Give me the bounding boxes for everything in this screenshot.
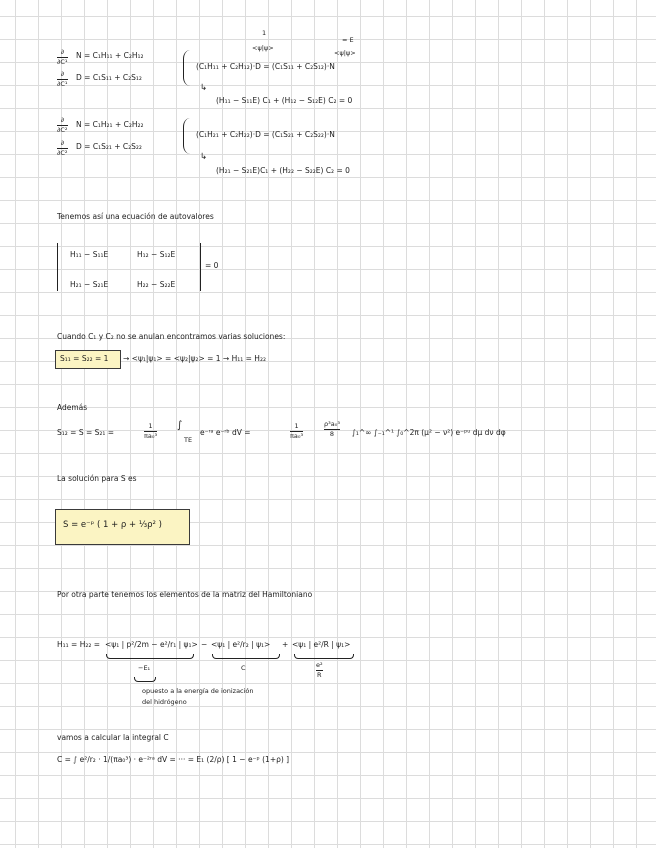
deriv-d-1: D = C₁S₁₁ + C₂S₁₂: [76, 73, 142, 82]
s12-rest: ∫₁^∞ ∫₋₁^¹ ∫₀^2π (μ² − ν²) e⁻ᵖᵘ dμ dν dφ: [352, 428, 506, 437]
opuesto-text: opuesto a la energía de ionización: [142, 687, 254, 695]
result-2: (H₂₁ − S₂₁E)C₁ + (H₂₂ − S₂₂E) C₂ = 0: [216, 166, 350, 175]
opuesto-text-2: del hidrógeno: [142, 698, 187, 706]
h11-left: H₁₁ = H₂₂ =: [57, 640, 101, 649]
deriv-n-2: N = C₁H₂₁ + C₂H₂₂: [76, 120, 144, 129]
top-one: 1: [262, 29, 267, 37]
partial-deriv-c2-b: ∂ ∂C²: [57, 139, 68, 157]
solution-box-text: S₁₁ = S₂₂ = 1: [60, 354, 109, 363]
deriv-n-1: N = C₁H₁₁ + C₂H₁₂: [76, 51, 144, 60]
det-bar-right: [200, 243, 201, 291]
integral-sub: TE: [184, 436, 193, 444]
small-underbrace: [134, 677, 156, 682]
label-minus-e1: −E₁: [138, 664, 151, 672]
s12-frac-1: $\frac{1}{\text{πa₀³}}$: [144, 422, 158, 440]
det-eq: = 0: [205, 261, 219, 270]
partial-deriv-c1: ∂ ∂C¹: [57, 48, 68, 66]
equation-1: (C₁H₁₁ + C₂H₁₂)·D = (C₁S₁₁ + C₂S₁₂)·N: [196, 62, 335, 71]
underbrace-3: [294, 654, 354, 659]
det-a12: H₁₂ − S₁₂E: [137, 250, 176, 259]
h11-term1: <ψ₁ | p²/2m − e²/r₁ | ψ₁>: [105, 640, 198, 649]
det-a22: H₂₂ − S₂₂E: [137, 280, 176, 289]
top-den: <ψ|ψ>: [252, 44, 274, 52]
label-e2-over-r: $\frac{\text{e²}}{R}$: [316, 661, 323, 679]
h11-term2: <ψ₁ | e²/r₂ | ψ₁>: [211, 640, 271, 649]
integral-sign: ∫: [177, 420, 183, 431]
result-1: (H₁₁ − S₁₁E) C₁ + (H₁₂ − S₁₂E) C₂ = 0: [216, 96, 353, 105]
underbrace-2: [212, 654, 280, 659]
underbrace-1: [106, 654, 194, 659]
arrow-1: ↳: [200, 83, 208, 93]
label-c: C: [241, 664, 246, 672]
ademas-text: Además: [57, 403, 88, 412]
top-e: = E: [342, 36, 354, 44]
cuando-text: Cuando C₁ y C₂ no se anulan encontramos varias soluciones:: [57, 332, 286, 341]
det-a11: H₁₁ − S₁₁E: [70, 250, 109, 259]
deriv-d-2: D = C₁S₂₁ + C₂S₂₂: [76, 142, 142, 151]
vamos-text: vamos a calcular la integral C: [57, 733, 169, 742]
det-a21: H₂₁ − S₂₁E: [70, 280, 109, 289]
h11-term3: <ψ₁ | e²/R | ψ₁>: [292, 640, 351, 649]
h11-plus: +: [282, 640, 289, 649]
partial-deriv-c2: ∂ ∂C²: [57, 116, 68, 134]
partial-deriv-c1-b: ∂ ∂C¹: [57, 70, 68, 88]
equation-2: (C₁H₂₁ + C₂H₂₂)·D = (C₁S₂₁ + C₂S₂₂)·N: [196, 130, 335, 139]
s-formula: S = e⁻ᵖ ( 1 + ρ + ⅓ρ² ): [63, 520, 162, 530]
s12-frac-2: $\frac{1}{\text{πa₀³}}$: [290, 422, 304, 440]
s-solution-label: La solución para S es: [57, 474, 137, 483]
left-brace-2: [183, 118, 190, 154]
hamiltonian-text: Por otra parte tenemos los elementos de la matriz del Hamiltoniano: [57, 590, 313, 599]
left-brace: [183, 50, 190, 86]
s12-frac-3: $\frac{\text{ρ³a₀³}}{8}$: [324, 420, 340, 438]
s12-integrand: e⁻ʳᵃ e⁻ʳᵇ dV =: [200, 428, 251, 437]
arrow-2: ↳: [200, 152, 208, 162]
det-bar-left: [57, 243, 58, 291]
h11-minus: −: [201, 640, 208, 649]
top-den2: <ψ|ψ>: [334, 49, 356, 57]
s12-left: S₁₂ = S = S₂₁ =: [57, 428, 115, 437]
solution-rest: → <ψ₁|ψ₁> = <ψ₂|ψ₂> = 1 → H₁₁ = H₂₂: [123, 354, 266, 363]
eigen-text: Tenemos así una ecuación de autovalores: [57, 212, 214, 221]
c-equation: C = ∫ e²/r₂ · 1/(πa₀³) · e⁻²ʳᵃ dV = ··· = E₁ (2/ρ) [ 1 − e⁻ᵖ (1+ρ) ]: [57, 755, 290, 764]
